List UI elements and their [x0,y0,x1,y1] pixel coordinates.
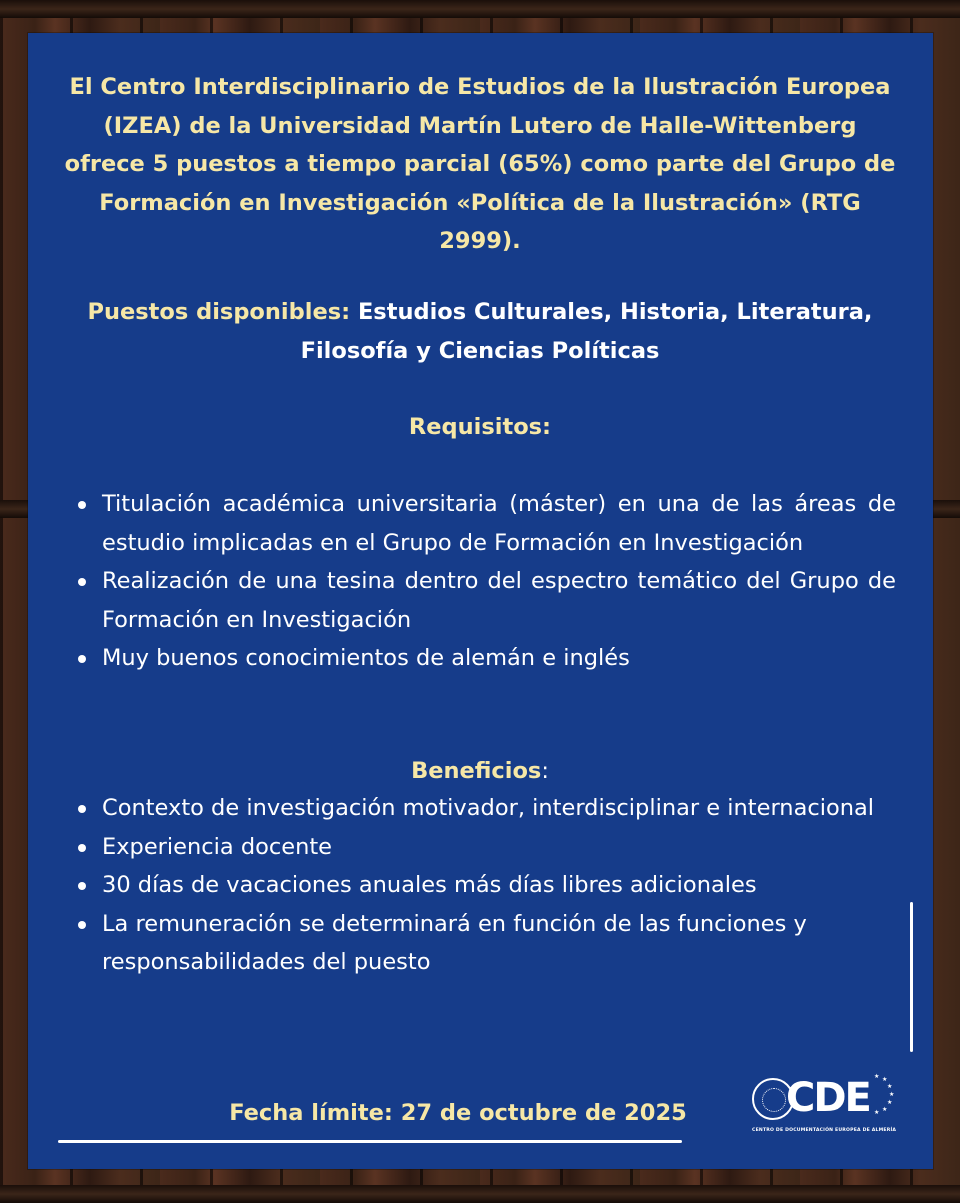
list-item [73,562,896,639]
requirement-text: Realización de una tesina dentro del espectro temático del Grupo de Formación en Investigación [102,568,896,633]
benefits-heading-colon: : [541,758,549,784]
shelf-divider [0,1185,960,1203]
logo-caption: CENTRO DE DOCUMENTACIÓN EUROPEA DE ALMERÍA [752,1128,897,1133]
intro-paragraph: El Centro Interdisciplinario de Estudios de la Ilustración Europea (IZEA) de la Universidad Martín Lutero de Halle-Wittenberg ofrece 5 puestos a tiempo parcial (65%) como parte del Grupo de Formación en Investigación «Política de la Ilustración» (RTG 2999). [64,74,896,254]
benefit-text: Experiencia docente [102,833,333,860]
deadline: Fecha límite: 27 de octubre de 2025 [229,1100,687,1126]
positions-value: Estudios Culturales, Historia, Literatura, Filosofía y Ciencias Políticas [300,299,873,364]
bullet-icon [78,921,86,929]
benefit-text: La remuneración se determinará en función de las funciones y responsabilidades del puesto [102,910,807,975]
benefits-list [73,789,896,982]
bullet-icon [78,578,86,586]
benefit-text: Contexto de investigación motivador, interdisciplinar e internacional [102,795,875,821]
list-item [73,789,896,828]
eu-stars-icon: ★ ★ ★ ★ ★ ★ ★ [874,1073,895,1116]
requirements-list [73,485,896,678]
list-item [73,828,896,867]
list-item [73,866,896,905]
benefits-heading-text: Beneficios [411,758,542,784]
bullet-icon [78,805,86,813]
bullet-icon [78,882,86,890]
list-item [73,639,896,678]
positions-available [60,293,900,370]
horizontal-divider [58,1140,682,1143]
requirement-text: Titulación académica universitaria (máster) en una de las áreas de estudio implicadas en el Grupo de Formación en Investigación [102,491,896,556]
cde-logo [750,1072,900,1142]
positions-label: Puestos disponibles: [87,299,351,325]
list-item [73,905,896,982]
vertical-divider [910,902,913,1052]
benefit-text: 30 días de vacaciones anuales más días libres adicionales [102,872,757,898]
requirement-text: Muy buenos conocimientos de alemán e inglés [102,645,630,671]
list-item [73,485,896,562]
bullet-icon [78,501,86,509]
bullet-icon [78,655,86,663]
bullet-icon [78,844,86,852]
logo-letters: CDE [786,1075,870,1121]
shelf-divider [0,0,960,18]
benefits-heading [60,752,900,790]
requirements-heading: Requisitos: [408,414,552,440]
